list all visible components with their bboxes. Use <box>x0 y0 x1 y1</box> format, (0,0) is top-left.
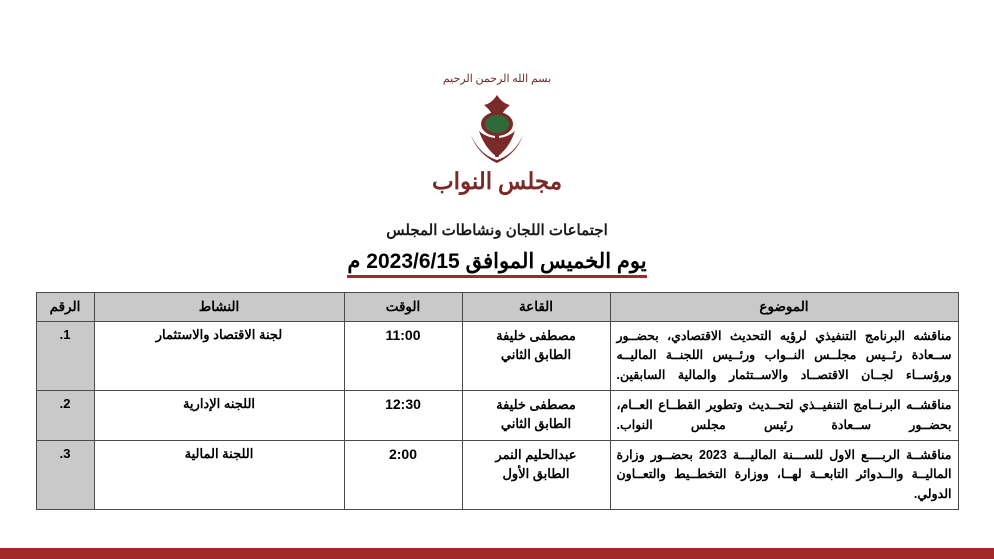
cell-hall-line2: الطابق الثاني <box>500 346 572 362</box>
cell-hall <box>462 440 610 509</box>
date-value: 2023/6/15 <box>366 250 460 273</box>
cell-time: 11:00 <box>344 322 462 391</box>
table-row <box>36 391 958 441</box>
column-header-hall: القاعة <box>462 293 610 322</box>
cell-hall-line1: عبدالحليم النمر <box>495 446 577 462</box>
document-date-line <box>0 249 994 274</box>
column-header-activity: النشاط <box>94 293 344 322</box>
schedule-table <box>36 292 959 510</box>
document-header <box>0 0 994 195</box>
date-suffix: م <box>347 250 361 273</box>
cell-activity: اللجنة المالية <box>94 440 344 509</box>
cell-number: 1. <box>36 322 94 391</box>
date-prefix: يوم الخميس الموافق <box>465 250 647 273</box>
council-name: مجلس النواب <box>431 169 563 194</box>
table-row <box>36 440 958 509</box>
cell-hall-line2: الطابق الأول <box>502 465 570 481</box>
column-header-time: الوقت <box>344 293 462 322</box>
cell-hall-line1: مصطفى خليفة <box>496 328 576 343</box>
table-row <box>36 322 958 391</box>
cell-hall-line1: مصطفى خليفة <box>496 397 576 413</box>
basmala-text: بسم الله الرحمن الرحيم <box>442 73 552 85</box>
document-subtitle: اجتماعات اللجان ونشاطات المجلس <box>386 222 608 239</box>
cell-hall-line2: الطابق الثاني <box>500 415 572 431</box>
cell-activity: اللجنه الإدارية <box>94 391 344 441</box>
jordan-coat-of-arms-icon <box>449 91 545 167</box>
cell-number: 3. <box>36 440 94 509</box>
cell-hall <box>462 322 610 391</box>
cell-time: 2:00 <box>344 440 462 509</box>
cell-hall <box>462 391 610 441</box>
table-header-row <box>36 293 958 322</box>
cell-subject: مناقشــة الربــــع الاول للســـنة الماليـــة 2023 بحضــور وزارة الماليــة والــدوائر التابعــة لهــا، ووزارة التخطــيط والتعــاون الدولي. <box>610 440 958 509</box>
footer-accent-bar <box>0 548 994 559</box>
cell-subject: مناقشه البرنامج التنفيذي لرؤيه التحديث الاقتصادي، بحضــور ســعادة رئــيس مجلــس النــواب ورئــيس اللجنــة الماليــه ورؤســاء لجــان الاقتصــاد والاســتثمار والمالية السابقين. <box>610 322 958 391</box>
cell-time: 12:30 <box>344 391 462 441</box>
cell-number: 2. <box>36 391 94 441</box>
cell-activity: لجنة الاقتصاد والاستثمار <box>94 322 344 391</box>
column-header-subject: الموضوع <box>610 293 958 322</box>
cell-subject: مناقشــه البرنــامج التنفيــذي لتحــديث وتطوير القطــاع العــام، بحضــور ســعادة رئيس مجلس النواب. <box>610 391 958 441</box>
column-header-number: الرقم <box>36 293 94 322</box>
